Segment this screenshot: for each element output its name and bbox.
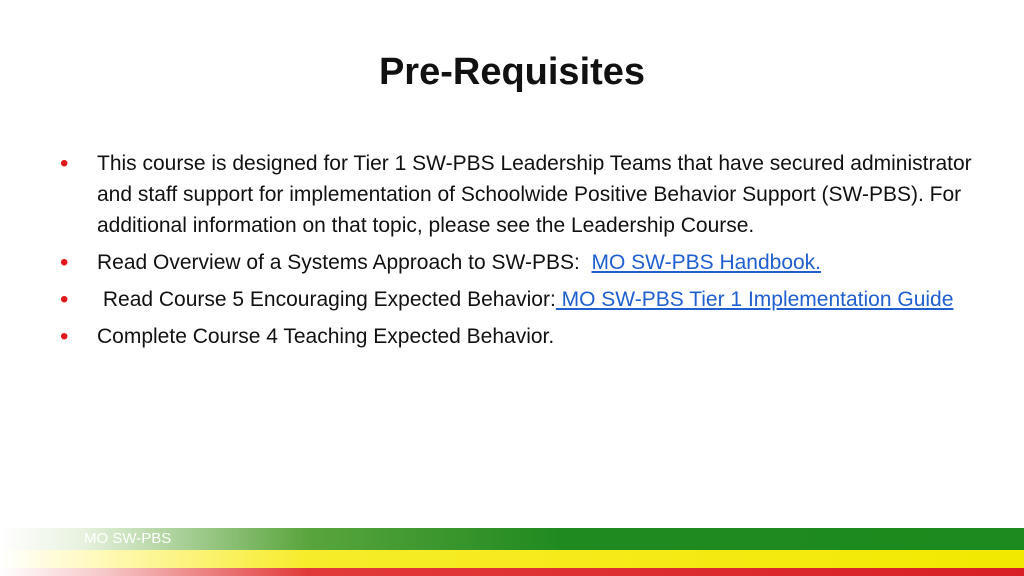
- handbook-link[interactable]: MO SW-PBS Handbook.: [591, 251, 822, 274]
- slide-title: Pre-Requisites: [378, 51, 646, 93]
- list-item: [60, 321, 980, 352]
- bullet-dot-icon: •: [60, 249, 69, 276]
- bullet-dot-icon: •: [60, 150, 69, 177]
- bullet-dot-icon: •: [60, 323, 69, 350]
- bullet-text: Read Overview of a Systems Approach to SW-PBS:: [97, 251, 592, 274]
- list-item: [60, 148, 980, 241]
- bullet-text: Read Course 5 Encouraging Expected Behavior:: [97, 288, 556, 311]
- tier1-guide-link[interactable]: MO SW-PBS Tier 1 Implementation Guide: [555, 288, 954, 311]
- footer-yellow-band: [0, 550, 1024, 568]
- bullet-text: This course is designed for Tier 1 SW-PBS Leadership Teams that have secured administrator and staff support for implementation of Schoolwide Positive Behavior Support (SW-PBS). For additional information on that topic, please see the Leadership Course.: [97, 152, 972, 237]
- list-item: [60, 284, 980, 315]
- bullet-dot-icon: •: [60, 286, 69, 313]
- bullet-list: [60, 148, 980, 358]
- list-item: [60, 247, 980, 278]
- footer-red-band: [0, 568, 1024, 576]
- bullet-text: Complete Course 4 Teaching Expected Behavior.: [97, 325, 555, 348]
- footer-label: MO SW-PBS: [84, 530, 172, 547]
